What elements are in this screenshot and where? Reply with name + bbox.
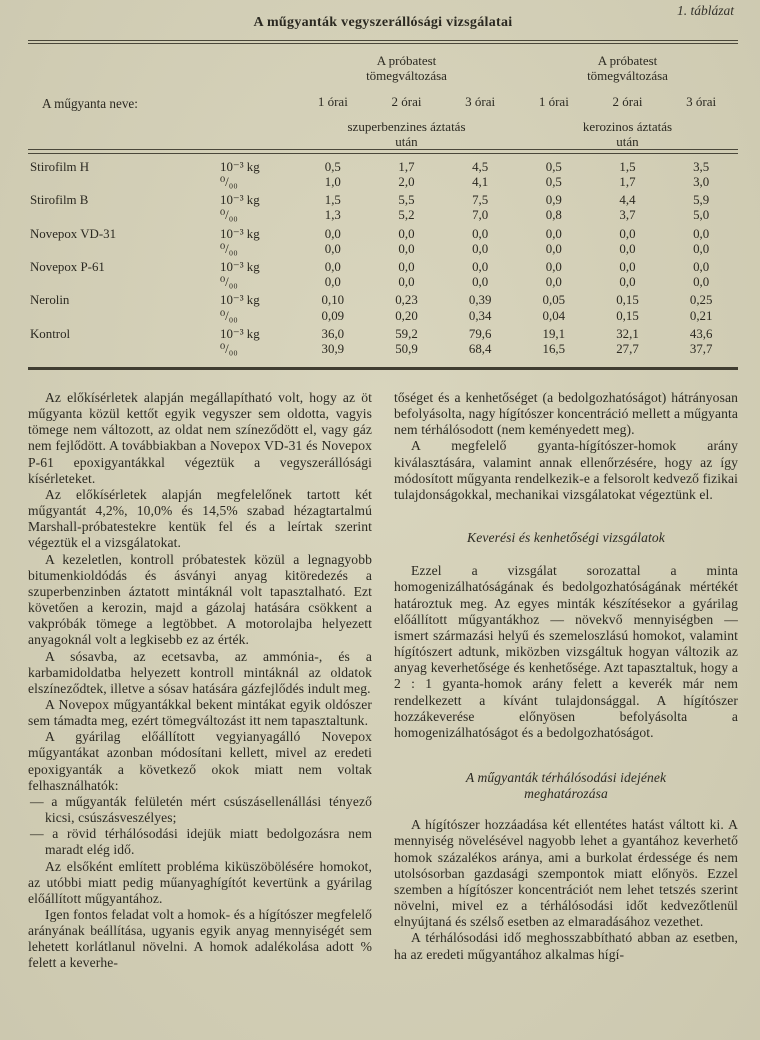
paragraph: A Novepox műgyantákkal bekent mintákat egyik oldószer sem támadta meg, ezért tömegváltozást itt nem tapasztaltunk. [28, 696, 372, 729]
group-title: A próbatest tömegváltozása [366, 53, 447, 84]
resin-name: Nerolin [30, 293, 70, 308]
table-number-label: 1. táblázat [676, 3, 734, 18]
hours-row [517, 94, 738, 109]
section-heading-keveresi: Keverési és kenhetőségi vizsgálatok [467, 530, 665, 546]
unit-kg: 10⁻³ kg [220, 260, 260, 274]
paragraph: Az előkísérletek alapján megállapítható volt, hogy az öt műgyanta közül kettőt egyik vegyszer sem oldotta, vagyis tömege nem változott, az oldat nem színeződött el, vagy gáz nem fejlődött. A továbbiakban a Novepox VD-31 és Novepox P-61 epoxigyantákkal végeztük a vegyszerállósági kísérleteket. [28, 390, 372, 486]
unit-permille: ⁰/₀₀ [220, 308, 238, 323]
paragraph: A hígítószer hozzáadása két ellentétes hatást váltott ki. A mennyiség növelésével nagyobb lehet a gyantához keverhető homok százalékos aránya, ami a burkolat érdessége és nem utolsósorban gazdasági szempontok miatt előnyös. Ezzel szemben a hígítószer koncentrációt nem lehet tetszés szerint növelni, mivel ez a térhálósodási időt kedvezőtlenül elnyújtaná és szélső esetben az elmaradásához vezethet. [394, 817, 738, 930]
row-spacer [28, 242, 206, 257]
column-header-unit-spacer [206, 44, 296, 149]
paragraph: Ezzel a vizsgálat sorozattal a minta homogenizálhatóságának és bedolgozhatóságának mértékét határoztuk meg. Az egyes minták készítésekor a gyárilag előállított műgyantákhoz — növekvő mennyiségben — ismert származási helyű és szemeloszlású homokot, valamint hígítószert adtunk, miközben vizsgáltuk hogyan változik az anyag keverhetősége és kenhetősége. Azt tapasztaltuk, hogy a 2 : 1 gyanta-homok arány felett a keverék már nem rendelkezett a kívánt tulajdonsággal. A hígítószer hozzákeverése előnyösen befolyásolta a homogenizálhatóságot és a bedolgozhatóságot. [394, 563, 738, 740]
table-row: Nerolin 10⁻³ kg 0,10 0,23 0,39 0,05 0,15 0,25 ⁰/₀₀ 0,09 0,20 0,34 0,04 0,15 0,21 [30, 293, 713, 323]
unit-kg: 10⁻³ kg [220, 193, 260, 208]
hour-col-label: 1 órai [538, 94, 569, 110]
body-text [28, 390, 738, 972]
hour-col-label: 3 órai [686, 94, 717, 110]
table-row: Stirofilm H 10⁻³ kg 0,5 1,7 4,5 0,5 1,5 3,5 ⁰/₀₀ 1,0 2,0 4,1 0,5 1,7 3,0 [30, 159, 710, 189]
left-column [28, 390, 372, 972]
hour-col-label: 3 órai [465, 94, 496, 110]
soak-label: kerozinos áztatás után [582, 119, 673, 150]
column-header-resin-name: A műgyanta neve: [42, 96, 138, 112]
hour-col-label: 2 órai [391, 94, 422, 110]
paragraph: Igen fontos feladat volt a homok- és a hígítószer megfelelő arányának beállítása, ugyanis egyik anyag mennyiségét sem lehetett korlátlanul növelni. A homok adalékolása adott % felett a keverhe- [28, 907, 372, 971]
paragraph: tőséget és a kenhetőséget (a bedolgozhatóságot) hátrányosan befolyásolta, nagy hígítószer koncentráció mellett a műgyanta nem térhálósodott (nem keményedett meg). [394, 390, 738, 438]
resin-name: Stirofilm B [30, 193, 89, 208]
table-bottom-rule [28, 367, 738, 370]
soak-label: szuperbenzines áztatás után [347, 119, 466, 150]
row-spacer [28, 309, 206, 324]
unit-kg: 10⁻³ kg [220, 226, 260, 241]
paragraph: A térhálósodási idő meghosszabbítható abban az esetben, ha az eredeti műgyantához alkalmas hígí- [394, 930, 738, 962]
row-spacer [28, 208, 206, 223]
unit-kg: 10⁻³ kg [220, 326, 260, 341]
hour-col-label: 1 órai [317, 94, 348, 110]
unit-permille: ⁰/₀₀ [220, 342, 238, 357]
paragraph: A megfelelő gyanta-hígítószer-homok arány kiválasztására, valamint annak ellenőrzésére, hogy az így módosított műgyanta rendelkezik-e a felsorolt kedvező fizikai tulajdonságokkal, mechanikai vizsgálatokat végeztünk el. [394, 438, 738, 502]
results-table [28, 40, 738, 370]
row-spacer [28, 175, 206, 190]
paragraph: Az elsőként említett probléma kiküszöbölésére homokot, az utóbbi miatt pedig műanyaghígítót kevertünk a gyárilag előállított műgyantához. [28, 858, 372, 906]
paragraph: A sósavba, az ecetsavba, az ammónia-, és a karbamidoldatba helyezett kontroll mintáknál az oldatok elszíneződtek, illetve a sósav hatására gázfejlődés indult meg. [28, 648, 372, 696]
paragraph: A gyárilag előállított vegyianyagálló Novepox műgyantákat azonban módosítani kellett, mivel az eredeti epoxigyanták a következő okok miatt nem voltak felhasználhatók: [28, 729, 372, 793]
resin-name: Kontrol [30, 326, 71, 341]
group-title: A próbatest tömegváltozása [587, 53, 668, 84]
unit-kg: 10⁻³ kg [220, 293, 260, 308]
unit-permille: ⁰/₀₀ [220, 241, 238, 256]
unit-permille: ⁰/₀₀ [220, 275, 238, 290]
section-heading-terhalosodas: A műgyanták térhálósodási idejének meghatározása [465, 769, 667, 802]
bullet-item: — a műgyanták felületén mért csúszásellenállási tényező kicsi, csúszásveszélyes; [30, 793, 372, 826]
resin-name: Stirofilm H [30, 159, 90, 174]
hours-row [296, 94, 517, 109]
unit-permille: ⁰/₀₀ [220, 174, 238, 189]
row-spacer [28, 275, 206, 290]
table-row: Kontrol 10⁻³ kg 36,0 59,2 79,6 19,1 32,1 43,6 ⁰/₀₀ 30,9 50,9 68,4 16,5 27,7 37,7 [30, 326, 713, 357]
row-spacer [28, 342, 206, 357]
table-header [28, 44, 738, 149]
header-group-kerozin [517, 44, 738, 149]
table-row: Novepox P-61 10⁻³ kg 0,0 0,0 0,0 0,0 0,0 0,0 ⁰/₀₀ 0,0 0,0 0,0 0,0 0,0 0,0 [30, 260, 710, 290]
header-group-szuperbenzin [296, 44, 517, 149]
resin-name: Novepox P-61 [30, 260, 105, 274]
hour-col-label: 2 órai [612, 94, 643, 110]
paragraph: A kezeletlen, kontroll próbatestek közül a legnagyobb bitumenkioldódás és ásványi anyag kitöredezés a szuperbenzinben áztatott mintáknál volt tapasztalható. Ezt követően a kerozin, majd a gázolaj hatására csökkent a vakpróbák tömege a legtöbbet. A motorolajba helyezett anyagoknál volt a legkisebb ez az érték. [28, 551, 372, 648]
unit-permille: ⁰/₀₀ [220, 208, 238, 223]
unit-kg: 10⁻³ kg [220, 159, 260, 174]
table-row: Novepox VD-31 10⁻³ kg 0,0 0,0 0,0 0,0 0,0 0,0 ⁰/₀₀ 0,0 0,0 0,0 0,0 0,0 0,0 [30, 226, 710, 256]
table-row: Stirofilm B 10⁻³ kg 1,5 5,5 7,5 0,9 4,4 5,9 ⁰/₀₀ 1,3 5,2 7,0 0,8 3,7 5,0 [30, 193, 710, 223]
table-title: A műgyanták vegyszerállósági vizsgálatai [253, 15, 513, 30]
table-body [28, 154, 738, 367]
resin-name: Novepox VD-31 [30, 226, 117, 241]
right-column [394, 390, 738, 972]
bullet-item: — a rövid térhálósodási idejük miatt bedolgozásra nem maradt elég idő. [30, 826, 372, 858]
paragraph: Az előkísérletek alapján megfelelőnek tartott két műgyantát 4,2%, 10,0% és 14,5% szabad hézagtartalmú Marshall-próbatestekre kentük fel és a leírtak szerint végeztük el a vizsgálatokat. [28, 486, 372, 551]
